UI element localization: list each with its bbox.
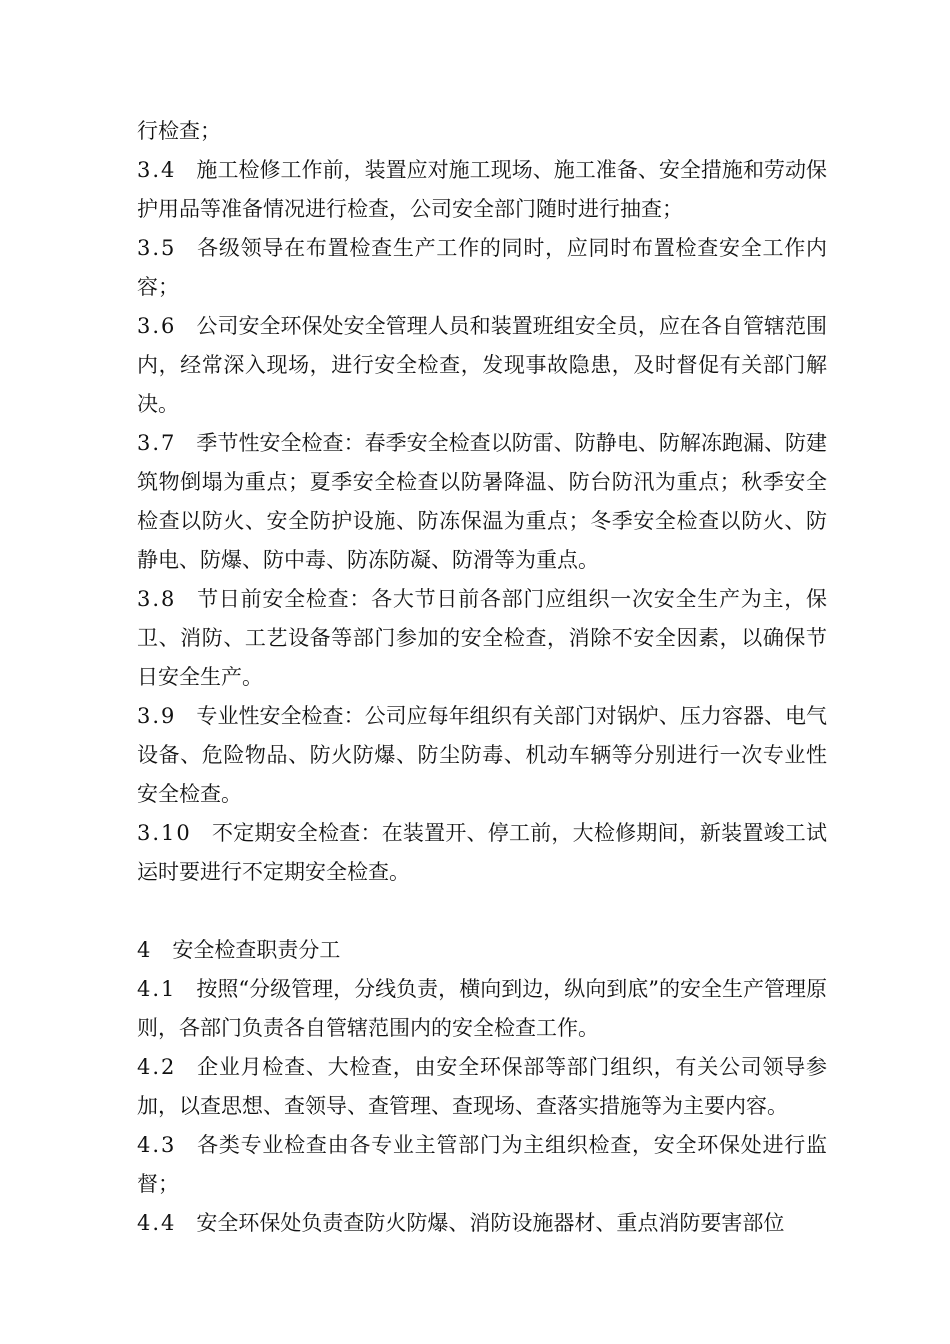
paragraph-text: 行检查； <box>137 119 221 143</box>
clause-number: 3.4 <box>137 158 177 182</box>
clause-number: 4.4 <box>137 1211 177 1235</box>
clause-text: 施工检修工作前，装置应对施工现场、施工准备、安全措施和劳动保护用品等准备情况进行检查，公司安全部门随时进行抽查； <box>137 158 827 221</box>
clause-3-6 <box>137 307 827 424</box>
clause-number: 3.6 <box>137 314 177 338</box>
clause-3-4 <box>137 151 827 229</box>
clause-text: 专业性安全检查：公司应每年组织有关部门对锅炉、压力容器、电气设备、危险物品、防火防爆、防尘防毒、机动车辆等分别进行一次专业性安全检查。 <box>137 704 827 806</box>
clause-number: 4.2 <box>137 1055 177 1079</box>
clause-3-7 <box>137 424 827 580</box>
clause-number: 3.7 <box>137 431 177 455</box>
clause-text: 各级领导在布置检查生产工作的同时，应同时布置检查安全工作内容； <box>137 236 827 299</box>
paragraph-continuation <box>137 112 827 151</box>
section-heading <box>137 931 827 970</box>
clause-3-5 <box>137 229 827 307</box>
clause-4-4 <box>137 1204 827 1243</box>
clause-text: 安全环保处负责查防火防爆、消防设施器材、重点消防要害部位 <box>196 1211 785 1235</box>
section-number: 4 <box>137 938 153 962</box>
clause-text: 季节性安全检查：春季安全检查以防雷、防静电、防解冻跑漏、防建筑物倒塌为重点；夏季安全检查以防暑降温、防台防汛为重点；秋季安全检查以防火、安全防护设施、防冻保温为重点；冬季安全检查以防火、防静电、防爆、防中毒、防冻防凝、防滑等为重点。 <box>137 431 827 572</box>
clause-4-2 <box>137 1048 827 1126</box>
section-spacer <box>137 892 827 931</box>
clause-3-8 <box>137 580 827 697</box>
clause-3-10 <box>137 814 827 892</box>
clause-number: 3.8 <box>137 587 177 611</box>
clause-number: 4.1 <box>137 977 177 1001</box>
clause-text: 按照“分级管理，分线负责，横向到边，纵向到底”的安全生产管理原则，各部门负责各自管辖范围内的安全检查工作。 <box>137 977 827 1040</box>
clause-text: 不定期安全检查：在装置开、停工前，大检修期间，新装置竣工试运时要进行不定期安全检查。 <box>137 821 827 884</box>
clause-number: 3.9 <box>137 704 177 728</box>
clause-number: 3.5 <box>137 236 177 260</box>
clause-text: 各类专业检查由各专业主管部门为主组织检查，安全环保处进行监督； <box>137 1133 827 1196</box>
section-title: 安全检查职责分工 <box>172 938 341 962</box>
clause-text: 企业月检查、大检查，由安全环保部等部门组织，有关公司领导参加，以查思想、查领导、查管理、查现场、查落实措施等为主要内容。 <box>137 1055 827 1118</box>
clause-text: 节日前安全检查：各大节日前各部门应组织一次安全生产为主，保卫、消防、工艺设备等部门参加的安全检查，消除不安全因素，以确保节日安全生产。 <box>137 587 827 689</box>
document-body <box>137 112 827 1243</box>
clause-4-1 <box>137 970 827 1048</box>
clause-4-3 <box>137 1126 827 1204</box>
clause-3-9 <box>137 697 827 814</box>
clause-number: 4.3 <box>137 1133 177 1157</box>
clause-number: 3.10 <box>137 821 192 845</box>
clause-text: 公司安全环保处安全管理人员和装置班组安全员，应在各自管辖范围内，经常深入现场，进行安全检查，发现事故隐患，及时督促有关部门解决。 <box>137 314 827 416</box>
